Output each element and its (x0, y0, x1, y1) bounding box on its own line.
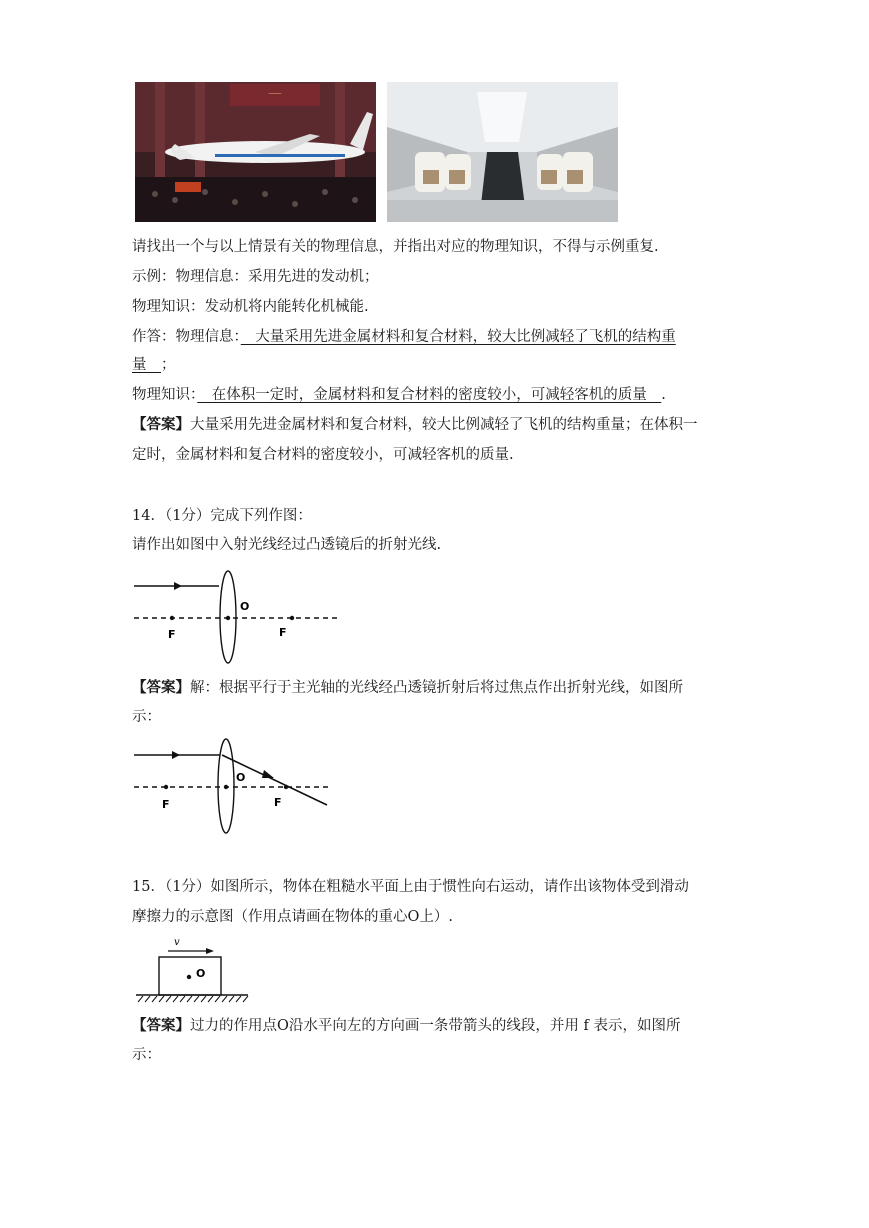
q14-title: 14．（1分）完成下列作图： (132, 508, 312, 524)
q14-answer-row1 (132, 678, 683, 698)
answer-optical-center-dot (224, 785, 228, 789)
q13-answer-info-fill-cont: 量 (132, 357, 161, 373)
optical-center-dot (226, 616, 230, 620)
q15-answer-row1 (132, 1016, 680, 1036)
cabin-interior-photo (387, 82, 618, 222)
answer-focus-left-dot (164, 785, 168, 789)
center-of-gravity-dot (187, 975, 191, 979)
q13-answer-text1: 大量采用先进金属材料和复合材料，较大比例减轻了飞机的结构重量；在体积一 (190, 417, 698, 433)
focus-right-dot (290, 616, 294, 620)
q13-answer-row1 (132, 415, 698, 435)
q13-answer-info-fill: 大量采用先进金属材料和复合材料，较大比例减轻了飞机的结构重 (240, 329, 676, 345)
ground-hatching (138, 996, 248, 1002)
q15-answer-text1: 过力的作用点O沿水平向左的方向画一条带箭头的线段，并用 f 表示，如图所 (190, 1018, 681, 1034)
q13-answer-tag: 【答案】 (132, 416, 190, 433)
incident-ray-arrow (174, 582, 182, 590)
q14-answer-tag: 【答案】 (132, 679, 190, 696)
q15-answer-row2: 示： (132, 1047, 161, 1063)
answer-focus-left-label: F (162, 798, 170, 811)
q14-prompt: 请作出如图中入射光线经过凸透镜后的折射光线. (132, 537, 442, 553)
q13-answer-knowledge-row (132, 385, 666, 405)
q15-answer-tag: 【答案】 (132, 1017, 190, 1034)
q13-answer-info-row2 (132, 355, 176, 375)
q15-title-row2: 摩擦力的示意图（作用点请画在物体的重心O上）. (132, 909, 453, 925)
aircraft-rollout-photo (135, 82, 376, 222)
answer-focus-right-label: F (274, 796, 282, 809)
q14-answer-row2: 示： (132, 709, 161, 725)
q13-answer-knowledge-fill: 在体积一定时，金属材料和复合材料的密度较小，可减轻客机的质量 (197, 387, 662, 403)
velocity-label: v (174, 937, 180, 948)
svg-text:⸺: ⸺ (268, 89, 282, 98)
q13-answer-knowledge-end: . (661, 387, 666, 403)
answer-focus-right-dot (284, 785, 288, 789)
q13-answer-knowledge-label: 物理知识： (132, 387, 198, 403)
q14-lens-diagram (132, 570, 342, 665)
answer-optical-center-label: O (236, 771, 246, 784)
q15-block-diagram (134, 936, 259, 1006)
focus-left-label: F (168, 628, 176, 641)
optical-center-label: O (240, 600, 250, 613)
q14-answer-diagram (132, 738, 342, 838)
velocity-arrowhead (206, 948, 214, 954)
q13-answer-info-end: ； (161, 357, 176, 373)
center-of-gravity-label: O (196, 967, 206, 980)
q13-example-knowledge: 物理知识：发动机将内能转化机械能. (132, 299, 369, 315)
refracted-ray-arrow (262, 770, 274, 778)
q13-answer-row2: 定时，金属材料和复合材料的密度较小，可减轻客机的质量. (132, 447, 514, 463)
focus-left-dot (170, 616, 174, 620)
q15-title-row1: 15．（1分）如图所示，物体在粗糙水平面上由于惯性向右运动，请作出该物体受到滑动 (132, 879, 689, 895)
q13-example-info: 示例：物理信息：采用先进的发动机； (132, 269, 379, 285)
focus-right-label: F (279, 626, 287, 639)
q13-answer-info-row (132, 327, 676, 347)
q13-answer-info-label: 作答：物理信息： (132, 329, 241, 345)
q13-prompt: 请找出一个与以上情景有关的物理信息，并指出对应的物理知识，不得与示例重复. (132, 239, 659, 255)
q14-answer-text1: 解：根据平行于主光轴的光线经凸透镜折射后将过焦点作出折射光线，如图所 (190, 680, 683, 696)
answer-incident-arrow (172, 751, 180, 759)
